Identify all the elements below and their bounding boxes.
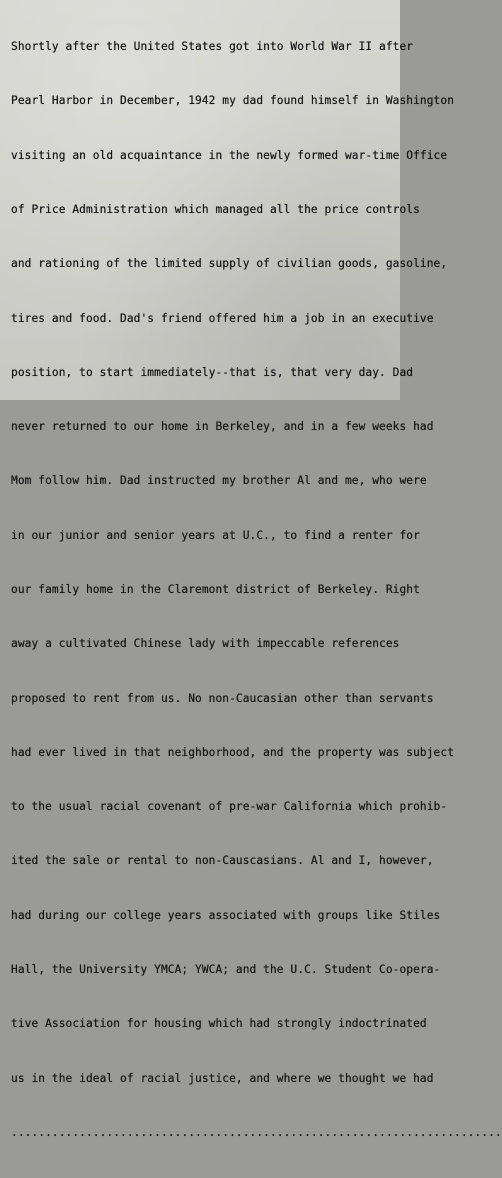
text-line-16: ited the sale or rental to non-Causcasians. Al and I, however, — [11, 854, 434, 868]
text-line-15: to the usual racial covenant of pre-war California which prohib- — [11, 800, 448, 814]
text-line-12: away a cultivated Chinese lady with impeccable references — [11, 637, 400, 651]
text-line-1: Shortly after the United States got into World War II after — [11, 40, 414, 54]
text-line-3: visiting an old acquaintance in the newly formed war-time Office — [11, 148, 448, 162]
text-line-7: position, to start immediately--that is, that very day. Dad — [11, 365, 414, 379]
text-line-11: our family home in the Claremont district of Berkeley. Right — [11, 583, 420, 596]
text-line-8: never returned to our home in Berkeley, and in a few weeks had — [11, 420, 434, 434]
text-line-2: Pearl Harbor in December, 1942 my dad found himself in Washington — [11, 94, 455, 108]
text-line-21: ........................................................................ — [11, 1125, 502, 1139]
text-line-17: had during our college years associated with groups like Stiles — [11, 908, 441, 922]
text-line-14: had ever lived in that neighborhood, and the property was subject — [11, 745, 455, 759]
text-line-20: us in the ideal of racial justice, and where we thought we had — [11, 1071, 434, 1085]
typed-paragraph — [11, 2, 502, 1178]
text-line-4: of Price Administration which managed all the price controls — [11, 203, 420, 217]
text-line-9: Mom follow him. Dad instructed my brother Al and me, who were — [11, 474, 427, 488]
text-line-5: and rationing of the limited supply of civilian goods, gasoline, — [11, 257, 448, 271]
text-line-13: proposed to rent from us. No non-Caucasian other than servants — [11, 691, 434, 705]
text-line-10: in our junior and senior years at U.C., to find a renter for — [11, 528, 420, 542]
text-line-19: tive Association for housing which had strongly indoctrinated — [11, 1017, 427, 1031]
text-line-6: tires and food. Dad's friend offered him a job in an executive — [11, 311, 434, 325]
text-line-18: Hall, the University YMCA; YWCA; and the U.C. Student Co-opera- — [11, 962, 441, 976]
